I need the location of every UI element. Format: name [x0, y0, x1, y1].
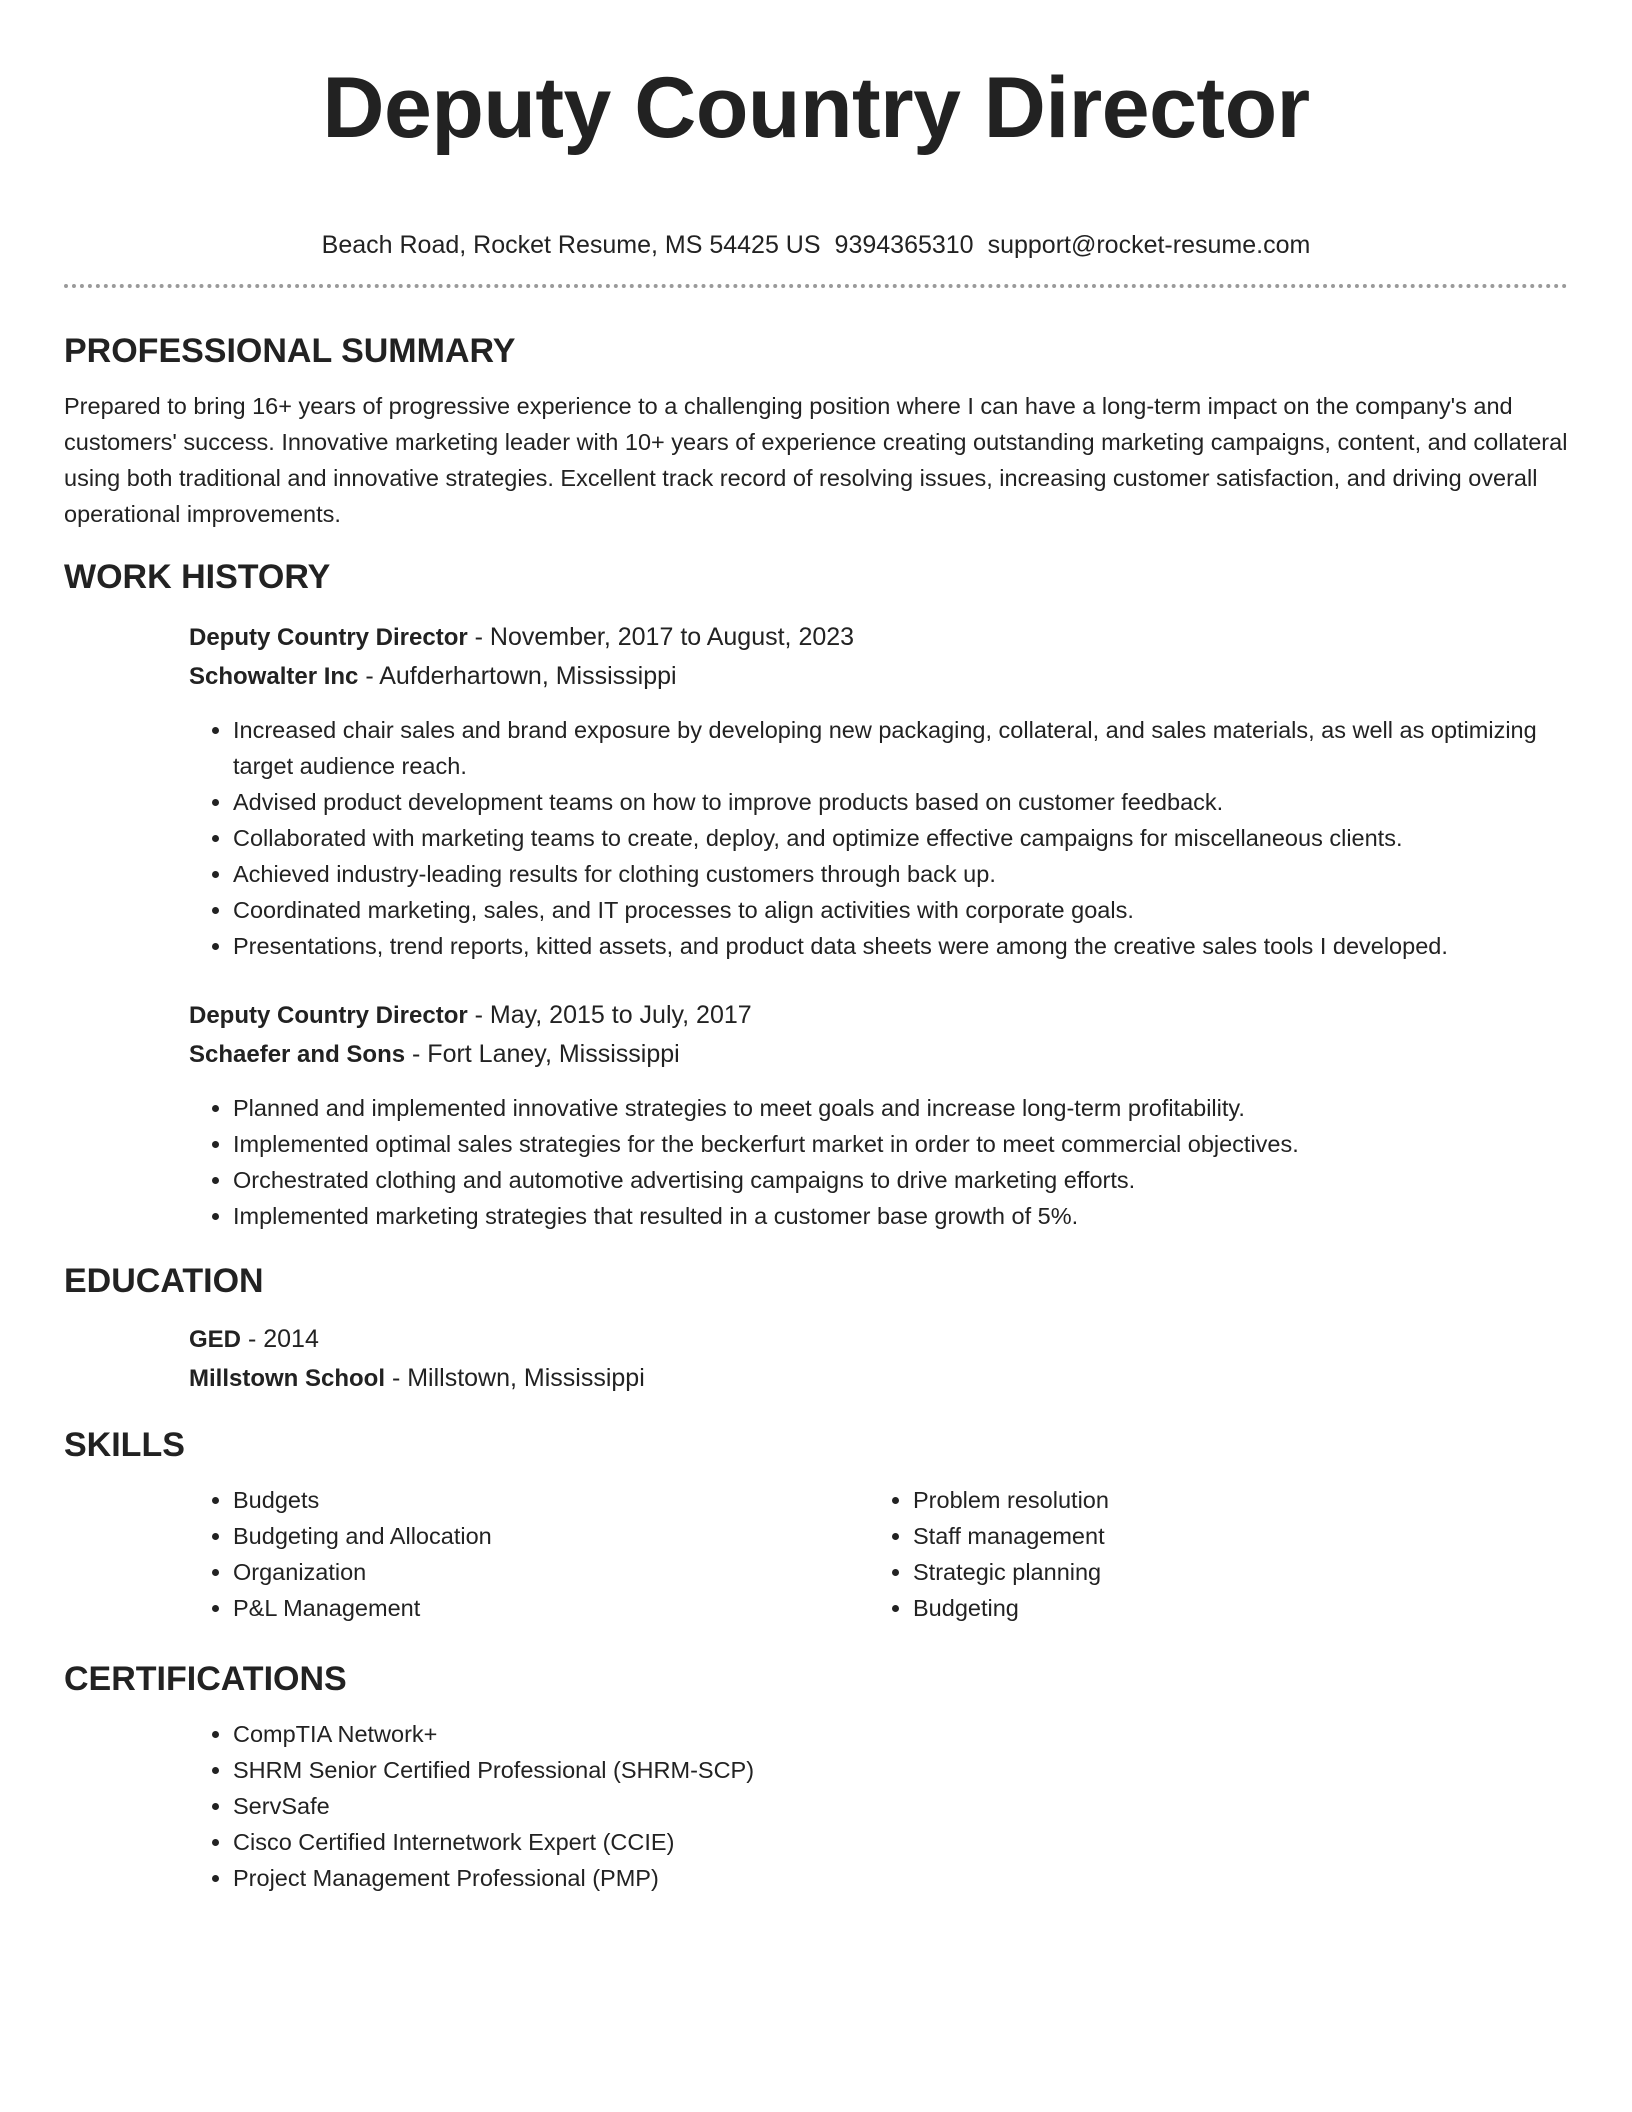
contact-phone: 9394365310	[834, 231, 974, 259]
job-title-line	[189, 996, 1568, 1035]
list-item: • Cisco Certified Internetwork Expert (CCIE)	[233, 1824, 1568, 1860]
summary-text: Prepared to bring 16+ years of progressive experience to a challenging position where I can have a long-term impact on the company's and customers' success. Innovative marketing leader with 10+ years of experience creating outstanding marketing campaigns, content, and collateral using both traditional and innovative strategies. Excellent track record of resolving issues, increasing customer satisfaction, and driving overall operational improvements.	[64, 393, 1568, 527]
list-item: • Staff management	[913, 1518, 1549, 1554]
job-company: Schaefer and Sons	[189, 1041, 406, 1068]
list-item: • SHRM Senior Certified Professional (SHRM-SCP)	[233, 1752, 1568, 1788]
list-item: • Budgeting	[913, 1590, 1549, 1626]
skills-heading: SKILLS	[64, 1426, 185, 1464]
job-company: Schowalter Inc	[189, 663, 359, 690]
list-item: • Increased chair sales and brand exposure by developing new packaging, collateral, and sales materials, as well as optimizing target audience reach.	[233, 712, 1568, 784]
list-item: • ServSafe	[233, 1788, 1568, 1824]
education-location: - Millstown, Mississippi	[385, 1364, 645, 1392]
job-entry	[189, 618, 1568, 964]
list-item: • CompTIA Network+	[233, 1716, 1568, 1752]
list-item: • Advised product development teams on how to improve products based on customer feedback.	[233, 784, 1568, 820]
job-role: Deputy Country Director	[189, 624, 468, 651]
job-company-line	[189, 1035, 1568, 1074]
contact-address: Beach Road, Rocket Resume, MS 54425 US	[321, 231, 821, 259]
certifications-heading: CERTIFICATIONS	[64, 1660, 347, 1698]
job-bullets	[189, 1090, 1568, 1234]
contact-email: support@rocket-resume.com	[987, 231, 1311, 259]
job-location: - Aufderhartown, Mississippi	[358, 662, 677, 690]
job-location: - Fort Laney, Mississippi	[405, 1040, 680, 1068]
list-item: • Presentations, trend reports, kitted assets, and product data sheets were among the creative sales tools I developed.	[233, 928, 1568, 964]
list-item: • Achieved industry-leading results for clothing customers through back up.	[233, 856, 1568, 892]
list-item: • P&L Management	[233, 1590, 869, 1626]
list-item: • Implemented optimal sales strategies for the beckerfurt market in order to meet commercial objectives.	[233, 1126, 1568, 1162]
job-role: Deputy Country Director	[189, 1002, 468, 1029]
education-entry	[189, 1320, 1568, 1398]
education-year: - 2014	[241, 1325, 319, 1353]
header-divider	[64, 284, 1568, 288]
contact-line	[64, 230, 1568, 260]
skills-list	[189, 1482, 1568, 1626]
education-degree: GED	[189, 1326, 242, 1353]
education-heading: EDUCATION	[64, 1262, 264, 1300]
work-history-heading: WORK HISTORY	[64, 558, 331, 596]
candidate-name: Deputy Country Director	[322, 60, 1310, 156]
list-item: • Collaborated with marketing teams to create, deploy, and optimize effective campaigns for miscellaneous clients.	[233, 820, 1568, 856]
certifications-list	[189, 1716, 1568, 1896]
job-dates: - November, 2017 to August, 2023	[467, 623, 855, 651]
job-title-line	[189, 618, 1568, 657]
skills-column-left	[189, 1482, 869, 1626]
list-item: • Planned and implemented innovative strategies to meet goals and increase long-term profitability.	[233, 1090, 1568, 1126]
list-item: • Project Management Professional (PMP)	[233, 1860, 1568, 1896]
skills-bullets-left	[189, 1482, 869, 1626]
education-school-line	[189, 1359, 1568, 1398]
job-dates: - May, 2015 to July, 2017	[467, 1001, 752, 1029]
education-school: Millstown School	[189, 1365, 385, 1392]
list-item: • Budgeting and Allocation	[233, 1518, 869, 1554]
job-company-line	[189, 657, 1568, 696]
list-item: • Orchestrated clothing and automotive advertising campaigns to drive marketing efforts.	[233, 1162, 1568, 1198]
list-item: • Organization	[233, 1554, 869, 1590]
summary-heading: PROFESSIONAL SUMMARY	[64, 332, 516, 370]
list-item: • Problem resolution	[913, 1482, 1549, 1518]
certifications-entry	[189, 1716, 1568, 1896]
list-item: • Budgets	[233, 1482, 869, 1518]
job-bullets	[189, 712, 1568, 964]
skills-bullets-right	[869, 1482, 1549, 1626]
skills-column-right	[869, 1482, 1549, 1626]
list-item: • Strategic planning	[913, 1554, 1549, 1590]
list-item: • Coordinated marketing, sales, and IT processes to align activities with corporate goals.	[233, 892, 1568, 928]
education-degree-line	[189, 1320, 1568, 1359]
list-item: • Implemented marketing strategies that resulted in a customer base growth of 5%.	[233, 1198, 1568, 1234]
job-entry	[189, 996, 1568, 1234]
